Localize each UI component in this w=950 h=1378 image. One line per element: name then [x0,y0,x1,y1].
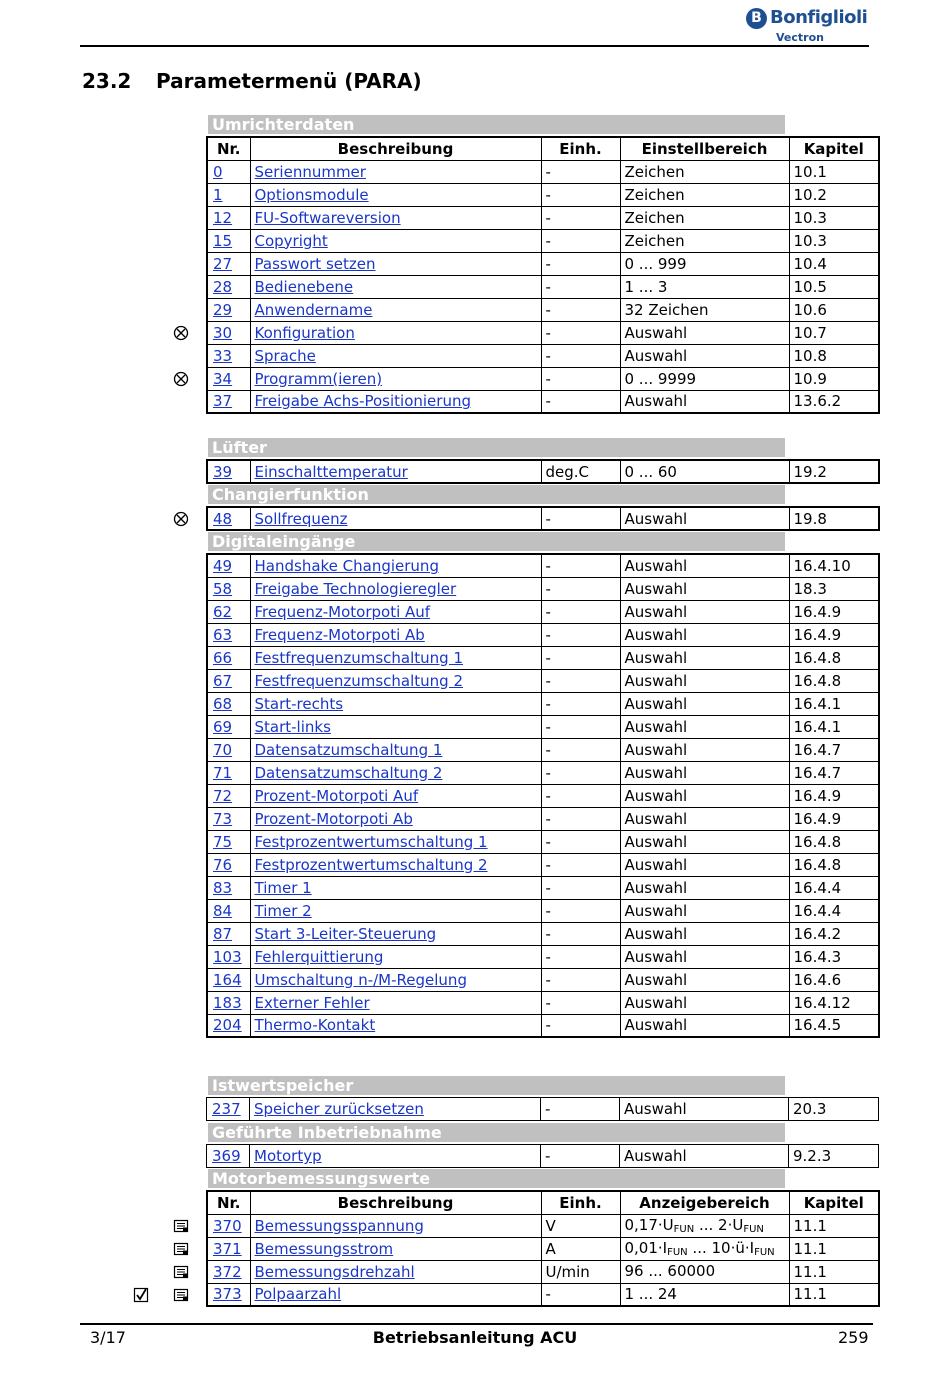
parameter-number-link[interactable]: 373 [207,1283,250,1306]
table-gefuehrte-inbetriebnahme [206,1144,879,1168]
table-motorbemessungswerte [206,1190,880,1307]
parameter-unit: - [541,367,620,390]
col-header-range: Einstellbereich [620,137,789,160]
parameter-chapter: 16.4.7 [789,761,879,784]
parameter-range: Auswahl [620,669,789,692]
parameter-range: Auswahl [620,876,789,899]
circle-cross-icon [173,325,189,341]
table-row [207,275,879,298]
table-row [207,183,879,206]
table-row [207,945,879,968]
parameter-chapter: 16.4.9 [789,807,879,830]
range-start: 96 ... 60000 [624,1262,716,1280]
parameter-chapter: 16.4.2 [789,922,879,945]
parameter-number-link[interactable]: 12 [207,206,250,229]
parameter-description-link[interactable]: Bemessungsstrom [250,1237,541,1260]
range-end-subscript: FUN [754,1247,775,1258]
footer-rule [80,1323,873,1325]
parameter-unit: - [541,991,620,1014]
parameter-range: Auswahl [620,1098,789,1121]
parameter-chapter: 16.4.9 [789,623,879,646]
table-row [207,784,879,807]
range-end: ... 10·ü·I [687,1239,755,1257]
parameter-chapter: 16.4.1 [789,715,879,738]
parameter-description-link[interactable]: Copyright [250,229,541,252]
bonfiglioli-logo [746,8,870,46]
table-header-row [207,1191,879,1214]
brand-name: Bonfiglioli [770,7,868,28]
parameter-unit: - [541,1014,620,1037]
table-row [207,206,879,229]
parameter-unit: - [541,183,620,206]
parameter-description-link[interactable]: Start-rechts [250,692,541,715]
parameter-chapter: 16.4.7 [789,738,879,761]
col-header-chapter: Kapitel [789,137,879,160]
bonfiglioli-logo-icon: B [746,8,767,29]
parameter-unit: - [541,784,620,807]
range-end-subscript: FUN [743,1224,764,1235]
parameter-description-link[interactable]: Polpaarzahl [250,1283,541,1306]
parameter-range: Auswahl [620,1145,789,1168]
section-number: 23.2 [82,69,132,93]
parameter-chapter: 16.4.6 [789,968,879,991]
parameter-range: 1 ... 3 [620,275,789,298]
parameter-unit: A [541,1237,620,1260]
parameter-description-link[interactable]: Sollfrequenz [250,507,541,530]
parameter-description-link[interactable]: Timer 2 [250,899,541,922]
table-istwertspeicher [206,1097,879,1121]
parameter-range: 0 ... 60 [620,460,789,483]
col-header-display-range: Anzeigebereich [620,1191,789,1214]
parameter-display-range [620,1214,789,1237]
circle-cross-icon [173,371,189,387]
parameter-description-link[interactable]: Anwendername [250,298,541,321]
parameter-description-link[interactable]: Frequenz-Motorpoti Ab [250,623,541,646]
table-row [207,577,879,600]
parameter-description-link[interactable]: Datensatzumschaltung 2 [250,761,541,784]
table-row [207,1145,879,1168]
parameter-range: Auswahl [620,830,789,853]
parameter-number-link[interactable]: 28 [207,275,250,298]
parameter-number-link[interactable]: 62 [207,600,250,623]
parameter-chapter: 10.6 [789,298,879,321]
parameter-description-link[interactable]: Seriennummer [250,160,541,183]
parameter-unit: - [541,853,620,876]
parameter-number-link[interactable]: 103 [207,945,250,968]
parameter-chapter: 20.3 [789,1098,879,1121]
parameter-description-link[interactable]: Einschalttemperatur [250,460,541,483]
footer-date: 3/17 [90,1328,126,1347]
parameter-description-link[interactable]: Freigabe Technologieregler [250,577,541,600]
section-title: Parametermenü (PARA) [156,69,422,93]
parameter-description-link[interactable]: Fehlerquittierung [250,945,541,968]
parameter-number-link[interactable]: 369 [207,1145,250,1168]
parameter-range: 0 ... 999 [620,252,789,275]
parameter-number-link[interactable]: 237 [207,1098,250,1121]
parameter-range: Auswahl [620,899,789,922]
parameter-description-link[interactable]: Datensatzumschaltung 1 [250,738,541,761]
table-row [207,298,879,321]
dataset-document-icon [173,1264,189,1280]
parameter-range: Auswahl [620,646,789,669]
table-row [207,252,879,275]
parameter-chapter: 10.7 [789,321,879,344]
col-header-unit: Einh. [541,1191,620,1214]
table-row [207,344,879,367]
table-changierfunktion [206,506,880,531]
parameter-range: 0 ... 9999 [620,367,789,390]
table-row [207,761,879,784]
parameter-description-link[interactable]: Prozent-Motorpoti Ab [250,807,541,830]
table-row [207,715,879,738]
parameter-number-link[interactable]: 164 [207,968,250,991]
parameter-number-link[interactable]: 58 [207,577,250,600]
parameter-number-link[interactable]: 371 [207,1237,250,1260]
col-header-description: Beschreibung [250,1191,541,1214]
parameter-chapter: 11.1 [789,1260,879,1283]
parameter-range: Zeichen [620,183,789,206]
parameter-description-link[interactable]: Thermo-Kontakt [250,1014,541,1037]
parameter-unit: deg.C [541,460,620,483]
table-row [207,1237,879,1260]
parameter-chapter: 18.3 [789,577,879,600]
parameter-description-link[interactable]: Festprozentwertumschaltung 1 [250,830,541,853]
col-header-chapter: Kapitel [789,1191,879,1214]
parameter-chapter: 19.2 [789,460,879,483]
parameter-unit: - [541,298,620,321]
parameter-chapter: 16.4.8 [789,853,879,876]
parameter-range: Auswahl [620,554,789,577]
parameter-chapter: 16.4.8 [789,669,879,692]
table-row [207,876,879,899]
parameter-number-link[interactable]: 70 [207,738,250,761]
parameter-range: Zeichen [620,160,789,183]
table-header-row [207,137,879,160]
parameter-chapter: 16.4.3 [789,945,879,968]
parameter-number-link[interactable]: 48 [207,507,250,530]
parameter-description-link[interactable]: Passwort setzen [250,252,541,275]
section-heading [82,69,422,93]
parameter-range: Auswahl [620,807,789,830]
parameter-description-link[interactable]: Umschaltung n-/M-Regelung [250,968,541,991]
parameter-number-link[interactable]: 63 [207,623,250,646]
parameter-description-link[interactable]: Motortyp [250,1145,541,1168]
parameter-chapter: 16.4.10 [789,554,879,577]
parameter-number-link[interactable]: 83 [207,876,250,899]
page-number: 259 [838,1328,869,1347]
parameter-number-link[interactable]: 15 [207,229,250,252]
parameter-number-link[interactable]: 27 [207,252,250,275]
parameter-unit: - [541,390,620,413]
group-header-gefuehrte-inbetriebnahme: Geführte Inbetriebnahme [208,1123,785,1142]
parameter-chapter: 10.8 [789,344,879,367]
table-row [207,991,879,1014]
parameter-range: Auswahl [620,853,789,876]
parameter-unit: - [541,968,620,991]
parameter-number-link[interactable]: 29 [207,298,250,321]
table-row [207,853,879,876]
parameter-number-link[interactable]: 30 [207,321,250,344]
parameter-unit: - [541,1283,620,1306]
footer-title: Betriebsanleitung ACU [372,1328,578,1347]
parameter-unit: - [541,344,620,367]
table-row [207,1214,879,1237]
table-row [207,160,879,183]
parameter-unit: - [541,554,620,577]
range-start-subscript: FUN [673,1224,695,1235]
table-row [207,1098,879,1121]
parameter-number-link[interactable]: 87 [207,922,250,945]
parameter-number-link[interactable]: 372 [207,1260,250,1283]
table-row [207,229,879,252]
parameter-description-link[interactable]: Prozent-Motorpoti Auf [250,784,541,807]
table-row [207,692,879,715]
col-header-nr: Nr. [207,1191,250,1214]
range-end: ... 2·U [694,1216,744,1234]
table-row [207,830,879,853]
parameter-chapter: 16.4.12 [789,991,879,1014]
dataset-document-icon [173,1241,189,1257]
table-row [207,554,879,577]
parameter-number-link[interactable]: 39 [207,460,250,483]
parameter-number-link[interactable]: 71 [207,761,250,784]
parameter-unit: - [541,1145,620,1168]
parameter-range: Auswahl [620,623,789,646]
parameter-range: Auswahl [620,761,789,784]
parameter-chapter: 10.3 [789,206,879,229]
table-row [207,507,879,530]
parameter-unit: - [541,899,620,922]
parameter-unit: - [541,206,620,229]
parameter-unit: - [541,830,620,853]
table-row [207,600,879,623]
parameter-unit: - [541,577,620,600]
table-row [207,738,879,761]
parameter-unit: - [541,229,620,252]
parameter-number-link[interactable]: 67 [207,669,250,692]
parameter-range: Auswahl [620,507,789,530]
parameter-range: Auswahl [620,715,789,738]
parameter-description-link[interactable]: Sprache [250,344,541,367]
range-start: 0,01·I [624,1239,668,1257]
parameter-number-link[interactable]: 66 [207,646,250,669]
parameter-chapter: 16.4.1 [789,692,879,715]
table-digitaleingaenge [206,553,880,1038]
parameter-chapter: 16.4.8 [789,830,879,853]
parameter-unit: - [541,507,620,530]
table-row [207,623,879,646]
group-header-changierfunktion: Changierfunktion [208,485,785,504]
parameter-description-link[interactable]: Speicher zurücksetzen [250,1098,541,1121]
parameter-number-link[interactable]: 0 [207,160,250,183]
parameter-range: Auswahl [620,692,789,715]
circle-cross-icon [173,511,189,527]
parameter-unit: - [541,738,620,761]
parameter-chapter: 11.1 [789,1237,879,1260]
parameter-range: Auswahl [620,1014,789,1037]
parameter-description-link[interactable]: Konfiguration [250,321,541,344]
parameter-unit: - [541,876,620,899]
parameter-description-link[interactable]: FU-Softwareversion [250,206,541,229]
parameter-unit: - [541,945,620,968]
brand-subtitle: Vectron [776,31,824,44]
table-row [207,807,879,830]
group-header-digitaleingaenge: Digitaleingänge [208,532,785,551]
parameter-range: Auswahl [620,577,789,600]
parameter-description-link[interactable]: Programm(ieren) [250,367,541,390]
group-header-umrichterdaten: Umrichterdaten [208,115,785,134]
parameter-range: Auswahl [620,738,789,761]
table-row [207,367,879,390]
parameter-display-range [620,1283,789,1306]
parameter-number-link[interactable]: 37 [207,390,250,413]
parameter-chapter: 10.2 [789,183,879,206]
parameter-chapter: 13.6.2 [789,390,879,413]
parameter-display-range [620,1237,789,1260]
parameter-unit: - [541,807,620,830]
table-row [207,321,879,344]
table-row [207,922,879,945]
table-luefter [206,459,880,484]
table-row [207,1260,879,1283]
parameter-number-link[interactable]: 76 [207,853,250,876]
parameter-number-link[interactable]: 370 [207,1214,250,1237]
parameter-unit: - [541,623,620,646]
parameter-range: Auswahl [620,922,789,945]
parameter-range: Zeichen [620,206,789,229]
range-start: 0,17·U [624,1216,674,1234]
parameter-description-link[interactable]: Handshake Changierung [250,554,541,577]
checkbox-checked-icon [133,1287,149,1303]
parameter-chapter: 9.2.3 [789,1145,879,1168]
parameter-chapter: 19.8 [789,507,879,530]
parameter-unit: - [541,669,620,692]
parameter-number-link[interactable]: 34 [207,367,250,390]
parameter-number-link[interactable]: 69 [207,715,250,738]
parameter-range: Auswahl [620,945,789,968]
table-row [207,968,879,991]
dataset-document-icon [173,1218,189,1234]
parameter-range: Zeichen [620,229,789,252]
parameter-number-link[interactable]: 33 [207,344,250,367]
table-row [207,669,879,692]
col-header-unit: Einh. [541,137,620,160]
parameter-description-link[interactable]: Frequenz-Motorpoti Auf [250,600,541,623]
table-row [207,646,879,669]
parameter-chapter: 16.4.4 [789,899,879,922]
range-start: 1 ... 24 [624,1284,677,1303]
parameter-chapter: 16.4.5 [789,1014,879,1037]
parameter-chapter: 16.4.9 [789,784,879,807]
parameter-description-link[interactable]: Freigabe Achs-Positionierung [250,390,541,413]
parameter-unit: U/min [541,1260,620,1283]
parameter-description-link[interactable]: Bemessungsspannung [250,1214,541,1237]
parameter-unit: V [541,1214,620,1237]
parameter-number-link[interactable]: 84 [207,899,250,922]
parameter-unit: - [541,321,620,344]
table-row [207,460,879,483]
parameter-chapter: 16.4.4 [789,876,879,899]
parameter-description-link[interactable]: Bemessungsdrehzahl [250,1260,541,1283]
col-header-description: Beschreibung [250,137,541,160]
table-umrichterdaten [206,136,880,414]
table-row [207,1283,879,1306]
parameter-range: Auswahl [620,600,789,623]
parameter-unit: - [541,252,620,275]
parameter-unit: - [541,692,620,715]
parameter-range: Auswahl [620,344,789,367]
parameter-chapter: 10.9 [789,367,879,390]
parameter-description-link[interactable]: Externer Fehler [250,991,541,1014]
parameter-chapter: 10.4 [789,252,879,275]
parameter-unit: - [541,922,620,945]
parameter-range: 32 Zeichen [620,298,789,321]
parameter-description-link[interactable]: Timer 1 [250,876,541,899]
parameter-unit: - [541,646,620,669]
parameter-range: Auswahl [620,991,789,1014]
header-rule [80,45,869,47]
parameter-range: Auswahl [620,321,789,344]
parameter-description-link[interactable]: Festfrequenzumschaltung 1 [250,646,541,669]
parameter-range: Auswahl [620,784,789,807]
parameter-number-link[interactable]: 75 [207,830,250,853]
parameter-number-link[interactable]: 1 [207,183,250,206]
parameter-display-range [620,1260,789,1283]
parameter-chapter: 10.1 [789,160,879,183]
parameter-chapter: 11.1 [789,1214,879,1237]
parameter-chapter: 10.3 [789,229,879,252]
parameter-range: Auswahl [620,968,789,991]
parameter-range: Auswahl [620,390,789,413]
parameter-number-link[interactable]: 68 [207,692,250,715]
table-row [207,1014,879,1037]
parameter-unit: - [541,1098,620,1121]
group-header-motorbemessungswerte: Motorbemessungswerte [208,1169,785,1188]
parameter-unit: - [541,600,620,623]
parameter-chapter: 10.5 [789,275,879,298]
parameter-description-link[interactable]: Start-links [250,715,541,738]
group-header-istwertspeicher: Istwertspeicher [208,1076,785,1095]
range-start-subscript: FUN [667,1247,688,1258]
parameter-unit: - [541,160,620,183]
parameter-chapter: 16.4.8 [789,646,879,669]
table-row [207,390,879,413]
parameter-description-link[interactable]: Optionsmodule [250,183,541,206]
parameter-number-link[interactable]: 49 [207,554,250,577]
parameter-description-link[interactable]: Festfrequenzumschaltung 2 [250,669,541,692]
parameter-chapter: 11.1 [789,1283,879,1306]
parameter-description-link[interactable]: Festprozentwertumschaltung 2 [250,853,541,876]
group-header-luefter: Lüfter [208,438,785,457]
parameter-unit: - [541,275,620,298]
parameter-number-link[interactable]: 72 [207,784,250,807]
parameter-description-link[interactable]: Bedienebene [250,275,541,298]
parameter-unit: - [541,715,620,738]
parameter-number-link[interactable]: 73 [207,807,250,830]
col-header-nr: Nr. [207,137,250,160]
dataset-document-icon [173,1287,189,1303]
parameter-description-link[interactable]: Start 3-Leiter-Steuerung [250,922,541,945]
table-row [207,899,879,922]
parameter-number-link[interactable]: 204 [207,1014,250,1037]
parameter-number-link[interactable]: 183 [207,991,250,1014]
parameter-chapter: 16.4.9 [789,600,879,623]
parameter-unit: - [541,761,620,784]
